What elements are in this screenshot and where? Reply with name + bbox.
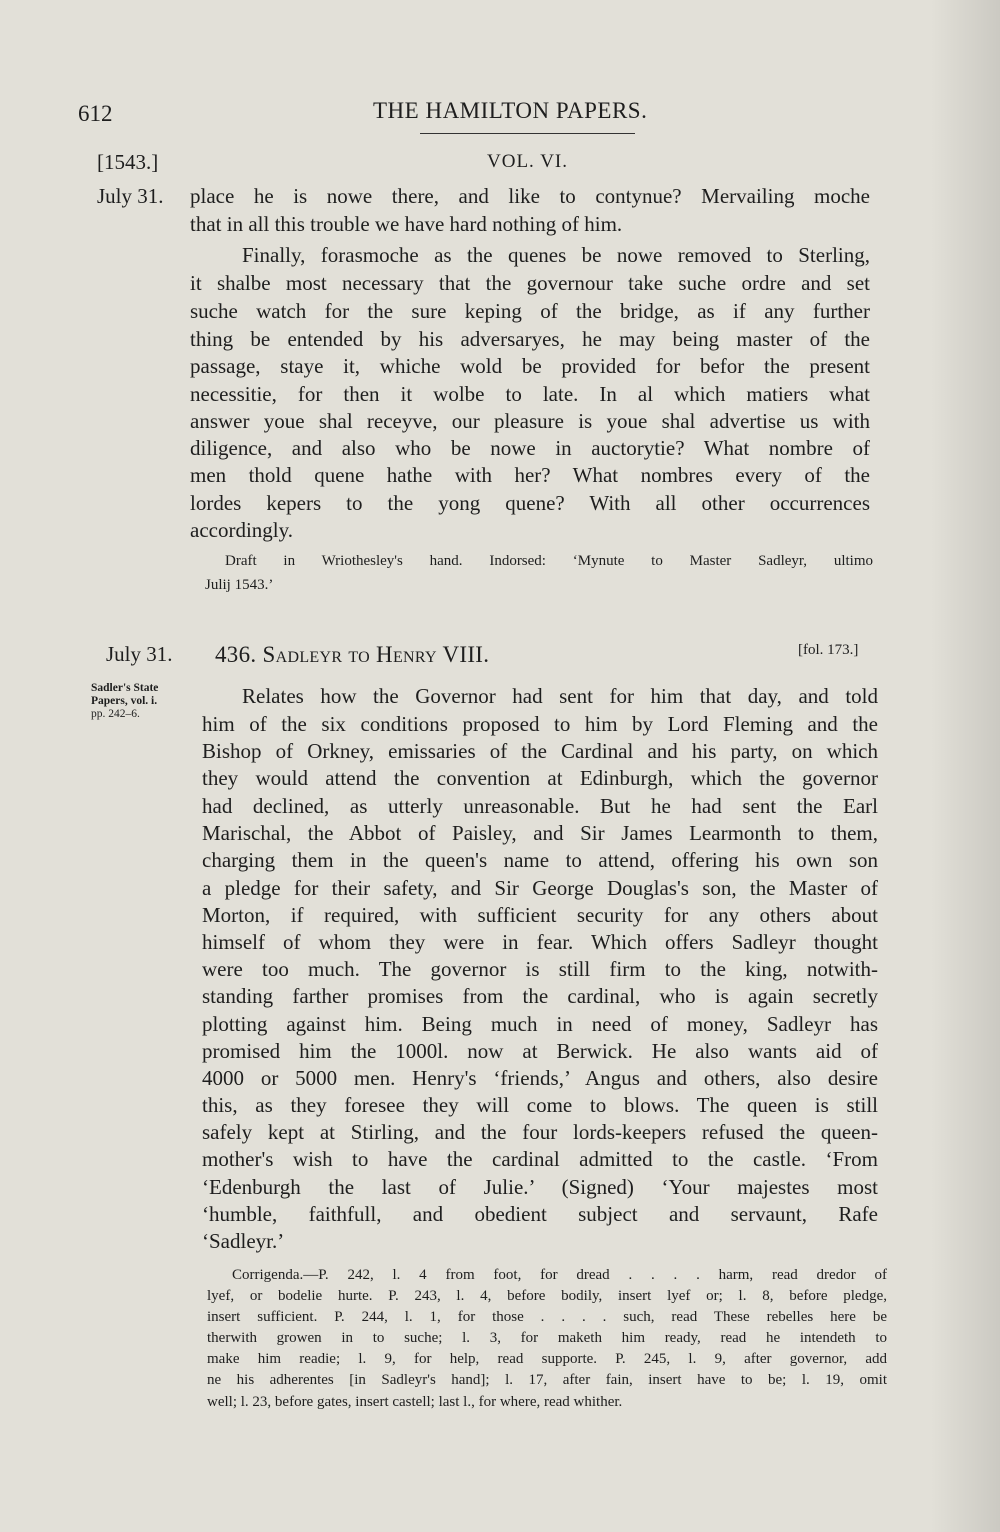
entry-line: were too much. The governor is still firm to the king, notwith- — [202, 957, 878, 981]
letter-line: thing be entended by his adversaryes, he may being master of the — [190, 327, 870, 351]
letter-line: Finally, forasmoche as the quenes be nowe removed to Sterling, — [242, 243, 870, 267]
entry-line: this, as they foresee they will come to blows. The queen is still — [202, 1093, 878, 1117]
running-title: THE HAMILTON PAPERS. — [373, 98, 648, 123]
year-marker: [1543.] — [97, 150, 159, 174]
corrigenda-line: Corrigenda.—P. 242, l. 4 from foot, for dread . . . . harm, read dredor of — [232, 1267, 887, 1283]
entry-line: had declined, as utterly unreasonable. But he had sent the Earl — [202, 794, 878, 818]
source-sidenote — [91, 682, 201, 721]
page-gutter-shadow — [930, 0, 1000, 1532]
letter-line: passage, staye it, whiche wold be provided for befor the present — [190, 354, 870, 378]
corrigenda-line: ne his adherentes [in Sadleyr's hand]; l. 17, after fain, insert have to be; l. 19, omit — [207, 1372, 887, 1388]
entry-line: ‘humble, faithfull, and obedient subject and servaunt, Rafe — [202, 1202, 878, 1226]
entry-line: a pledge for their safety, and Sir George Douglas's son, the Master of — [202, 876, 878, 900]
sidenote-line: pp. 242–6. — [91, 708, 140, 720]
entry-line: Marischal, the Abbot of Paisley, and Sir James Learmonth to them, — [202, 821, 878, 845]
letter-line: place he is nowe there, and like to contynue? Mervailing moche — [190, 184, 870, 208]
letter-line: lordes kepers to the yong quene? With all other occurrences — [190, 491, 870, 515]
letter-line: accordingly. — [190, 518, 294, 542]
corrigenda-line: well; l. 23, before gates, insert castell; last l., for where, read whither. — [207, 1394, 623, 1410]
entry-line: safely kept at Stirling, and the four lords-keepers refused the queen- — [202, 1120, 878, 1144]
letter-line: that in all this trouble we have hard nothing of him. — [190, 212, 623, 236]
entry-line: ‘Sadleyr.’ — [202, 1229, 285, 1253]
entry-number: 436. — [215, 642, 257, 667]
draft-note-line: Julij 1543.’ — [205, 577, 274, 593]
entry-date: July 31. — [106, 642, 173, 666]
volume-label: VOL. VI. — [487, 151, 569, 172]
folio-reference: [fol. 173.] — [798, 642, 859, 658]
entry-line: charging them in the queen's name to attend, offering his own son — [202, 848, 878, 872]
sidenote-line: Sadler's State — [91, 682, 159, 694]
letter-line: men thold quene hathe with her? What nombres every of the — [190, 463, 870, 487]
corrigenda-line: insert sufficient. P. 244, l. 1, for those . . . . such, read These rebelles here be — [207, 1309, 887, 1325]
entry-line: they would attend the convention at Edinburgh, which the governor — [202, 766, 878, 790]
letter-line: it shalbe most necessary that the governour take suche ordre and set — [190, 271, 870, 295]
entry-line: 4000 or 5000 men. Henry's ‘friends,’ Angus and others, also desire — [202, 1066, 878, 1090]
entry-title: Sadleyr to Henry VIII. — [262, 642, 490, 667]
title-rule — [420, 133, 635, 134]
letter-line: answer youe shal receyve, our pleasure is youe shal advertise us with — [190, 409, 870, 433]
entry-line: ‘Edenburgh the last of Julie.’ (Signed) ‘Your majestes most — [202, 1175, 878, 1199]
entry-line: mother's wish to have the cardinal admitted to the castle. ‘From — [202, 1147, 878, 1171]
sidenote-line: Papers, vol. i. — [91, 695, 158, 707]
entry-line: plotting against him. Being much in need of money, Sadleyr has — [202, 1012, 878, 1036]
corrigenda-line: therwith growen in to suche; l. 3, for maketh him ready, read he intendeth to — [207, 1330, 887, 1346]
draft-note-line: Draft in Wriothesley's hand. Indorsed: ‘Mynute to Master Sadleyr, ultimo — [225, 553, 873, 569]
entry-line: Relates how the Governor had sent for him that day, and told — [242, 684, 878, 708]
corrigenda-line: lyef, or bodelie hurte. P. 243, l. 4, before bodily, insert lyef or; l. 8, before pledge, — [207, 1288, 887, 1304]
entry-line: him of the six conditions proposed to him by Lord Fleming and the — [202, 712, 878, 736]
entry-heading — [215, 642, 489, 668]
letter-line: diligence, and also who be nowe in auctorytie? What nombre of — [190, 436, 870, 460]
corrigenda-line: make him readie; l. 9, for help, read supporte. P. 245, l. 9, after governor, add — [207, 1351, 887, 1367]
entry-line: standing farther promises from the cardinal, who is again secretly — [202, 984, 878, 1008]
letter-line: necessitie, for then it wolbe to late. In al which matiers what — [190, 382, 870, 406]
letter-line: suche watch for the sure keping of the bridge, as if any further — [190, 299, 870, 323]
letter-date: July 31. — [97, 184, 164, 208]
entry-line: promised him the 1000l. now at Berwick. He also wants aid of — [202, 1039, 878, 1063]
page-number: 612 — [78, 101, 113, 126]
entry-line: himself of whom they were in fear. Which offers Sadleyr thought — [202, 930, 878, 954]
entry-line: Bishop of Orkney, emissaries of the Cardinal and his party, on which — [202, 739, 878, 763]
entry-line: Morton, if required, with sufficient security for any others about — [202, 903, 878, 927]
